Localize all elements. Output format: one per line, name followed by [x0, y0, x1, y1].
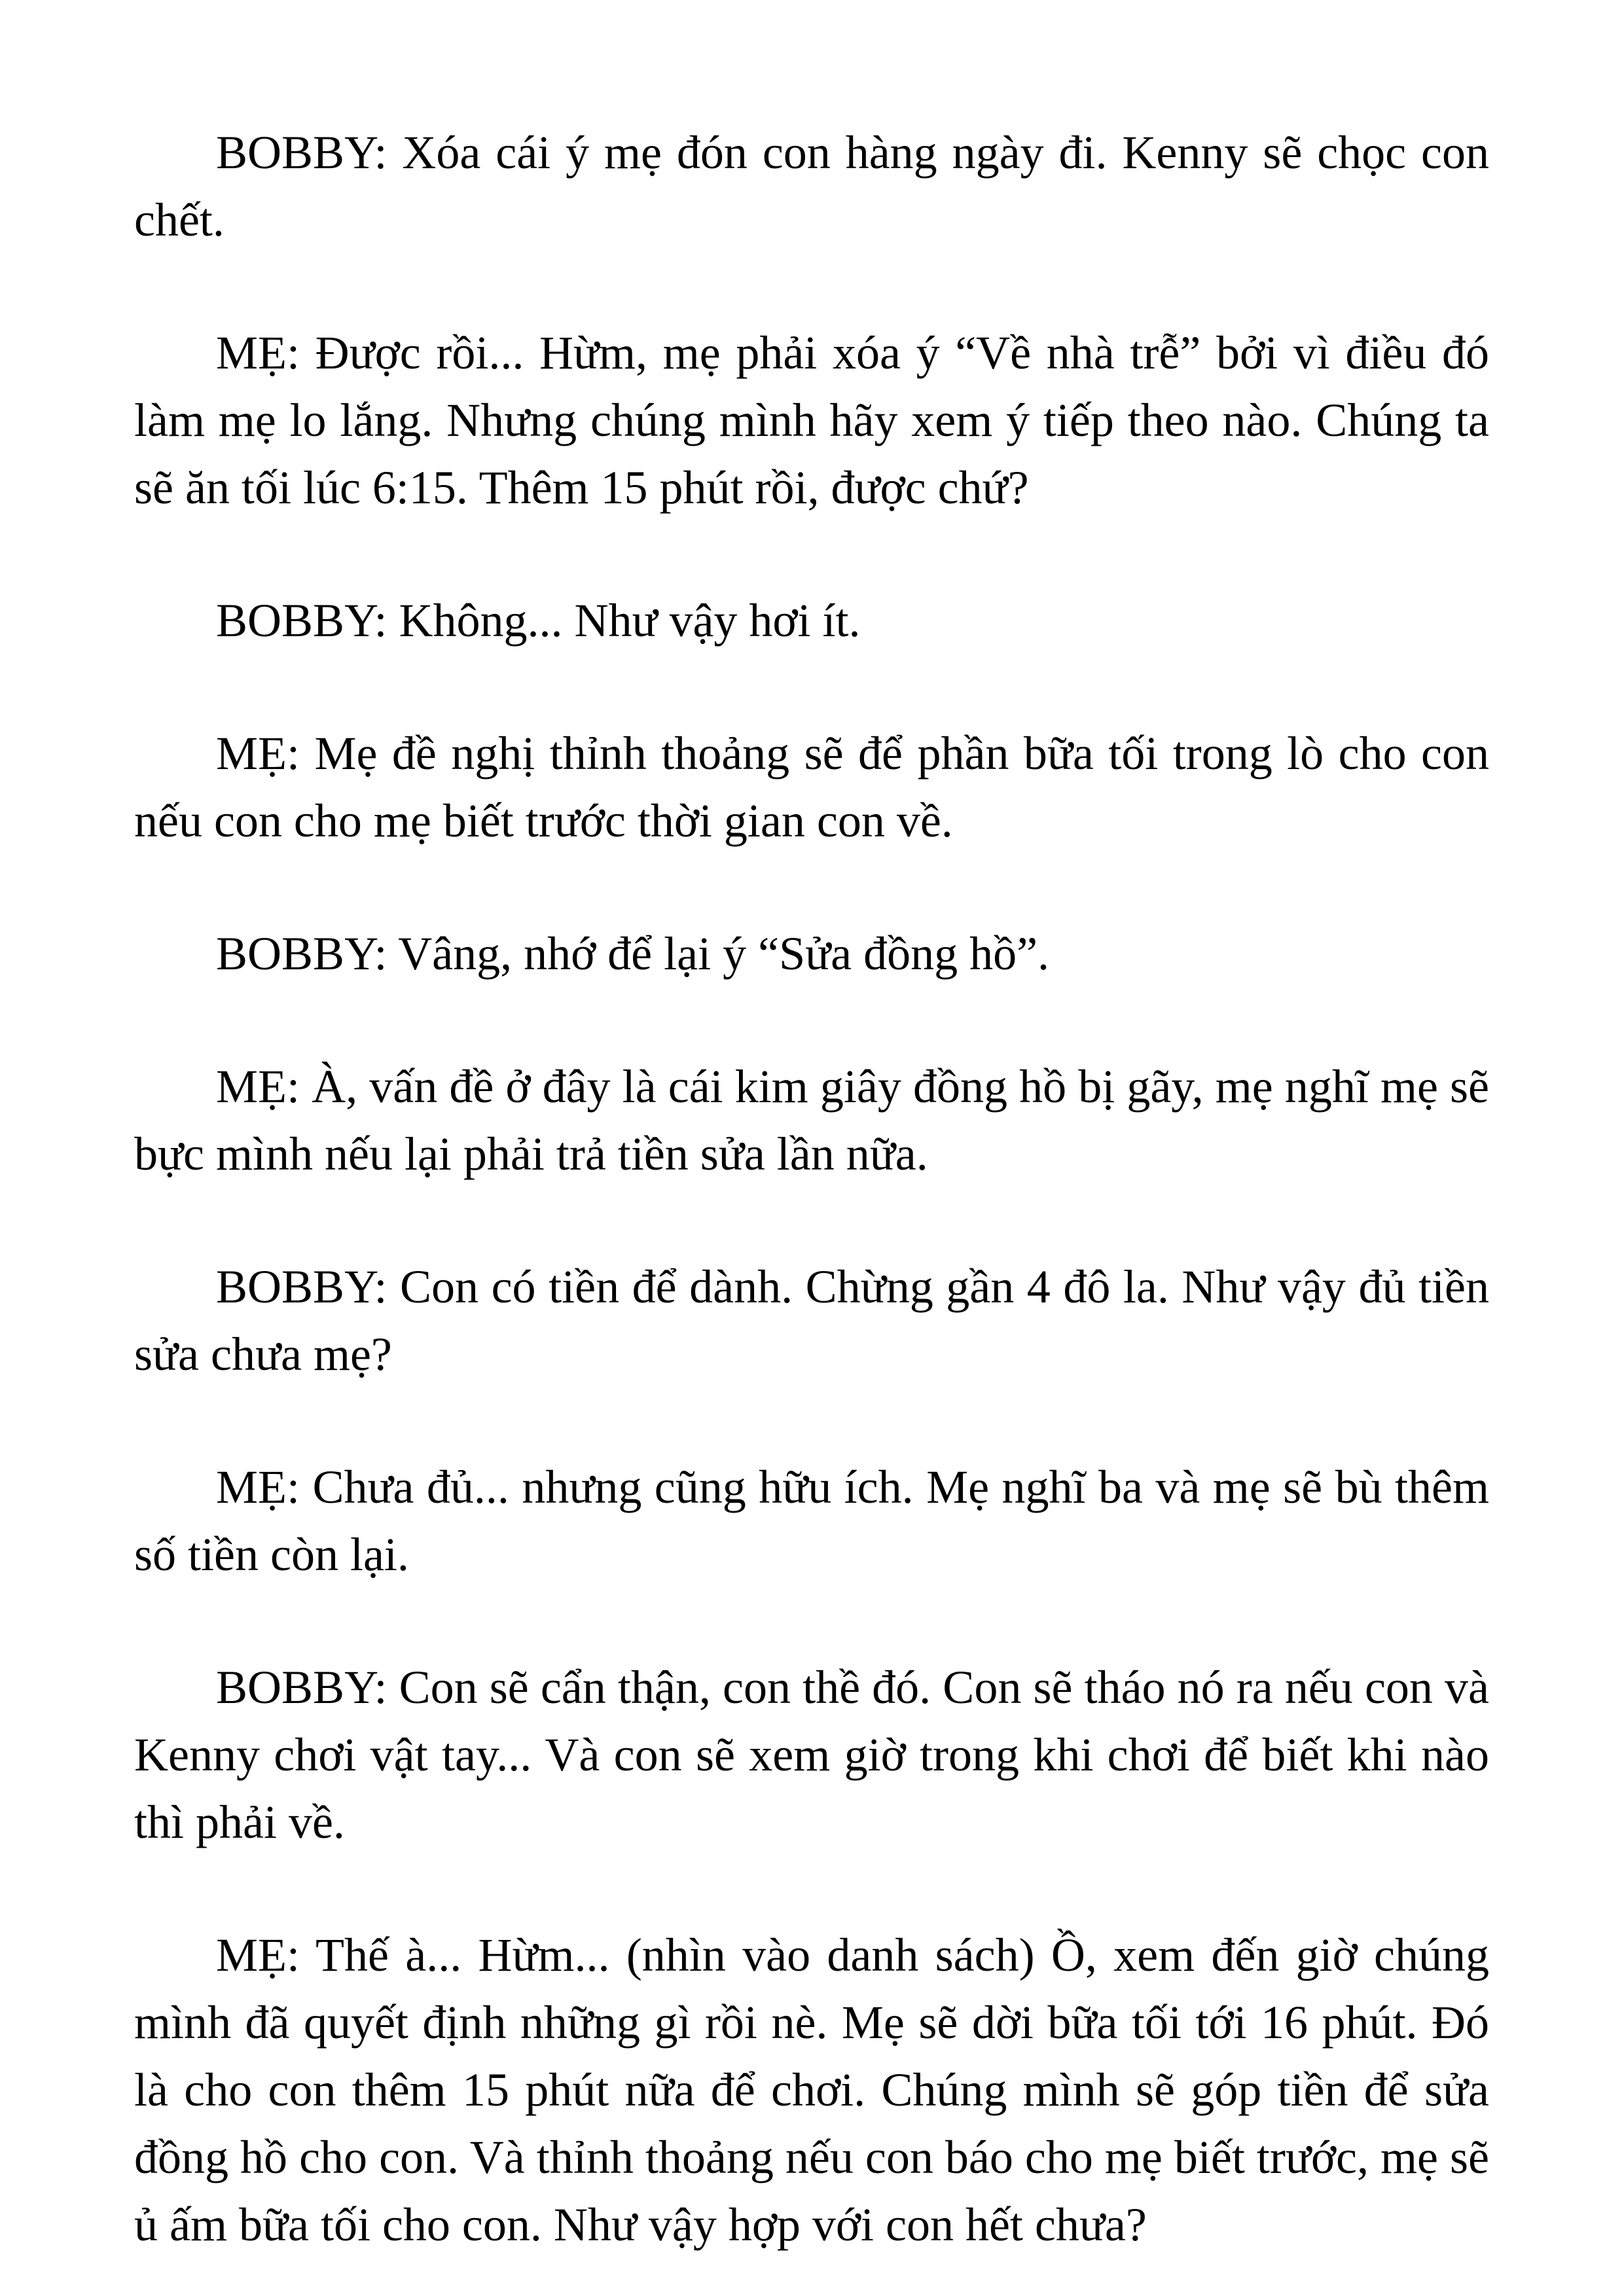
dialogue-paragraph: MẸ: Mẹ đề nghị thỉnh thoảng sẽ để phần bữa tối trong lò cho con nếu con cho mẹ biết trước thời gian con về.: [134, 727, 1489, 847]
dialogue-paragraph: BOBBY: Vâng, nhớ để lại ý “Sửa đồng hồ”.: [216, 927, 1050, 980]
dialogue-paragraph: BOBBY: Con sẽ cẩn thận, con thề đó. Con sẽ tháo nó ra nếu con và Kenny chơi vật tay... Và con sẽ xem giờ trong khi chơi để biết khi nào thì phải về.: [134, 1661, 1489, 1848]
paragraph-list: [134, 119, 1489, 2259]
dialogue-paragraph: MẸ: Thế à... Hừm... (nhìn vào danh sách) Ồ, xem đến giờ chúng mình đã quyết định những gì rồi nè. Mẹ sẽ dời bữa tối tới 16 phút. Đó là cho con thêm 15 phút nữa để chơi. Chúng mình sẽ góp tiền để sửa đồng hồ cho con. Và thỉnh thoảng nếu con báo cho mẹ biết trước, mẹ sẽ ủ ấm bữa tối cho con. Như vậy hợp với con hết chưa?: [134, 1929, 1489, 2251]
dialogue-paragraph: MẸ: À, vấn đề ở đây là cái kim giây đồng hồ bị gãy, mẹ nghĩ mẹ sẽ bực mình nếu lại phải trả tiền sửa lần nữa.: [134, 1060, 1489, 1180]
dialogue-paragraph: BOBBY: Con có tiền để dành. Chừng gần 4 đô la. Như vậy đủ tiền sửa chưa mẹ?: [134, 1261, 1489, 1380]
dialogue-paragraph: BOBBY: Xóa cái ý mẹ đón con hàng ngày đi. Kenny sẽ chọc con chết.: [134, 126, 1489, 246]
dialogue-paragraph: MẸ: Được rồi... Hừm, mẹ phải xóa ý “Về nhà trễ” bởi vì điều đó làm mẹ lo lắng. Nhưng chúng mình hãy xem ý tiếp theo nào. Chúng ta sẽ ăn tối lúc 6:15. Thêm 15 phút rồi, được chứ?: [134, 327, 1489, 514]
dialogue-paragraph: MẸ: Chưa đủ... nhưng cũng hữu ích. Mẹ nghĩ ba và mẹ sẽ bù thêm số tiền còn lại.: [134, 1461, 1489, 1581]
dialogue-paragraph: BOBBY: Không... Như vậy hơi ít.: [216, 594, 861, 647]
